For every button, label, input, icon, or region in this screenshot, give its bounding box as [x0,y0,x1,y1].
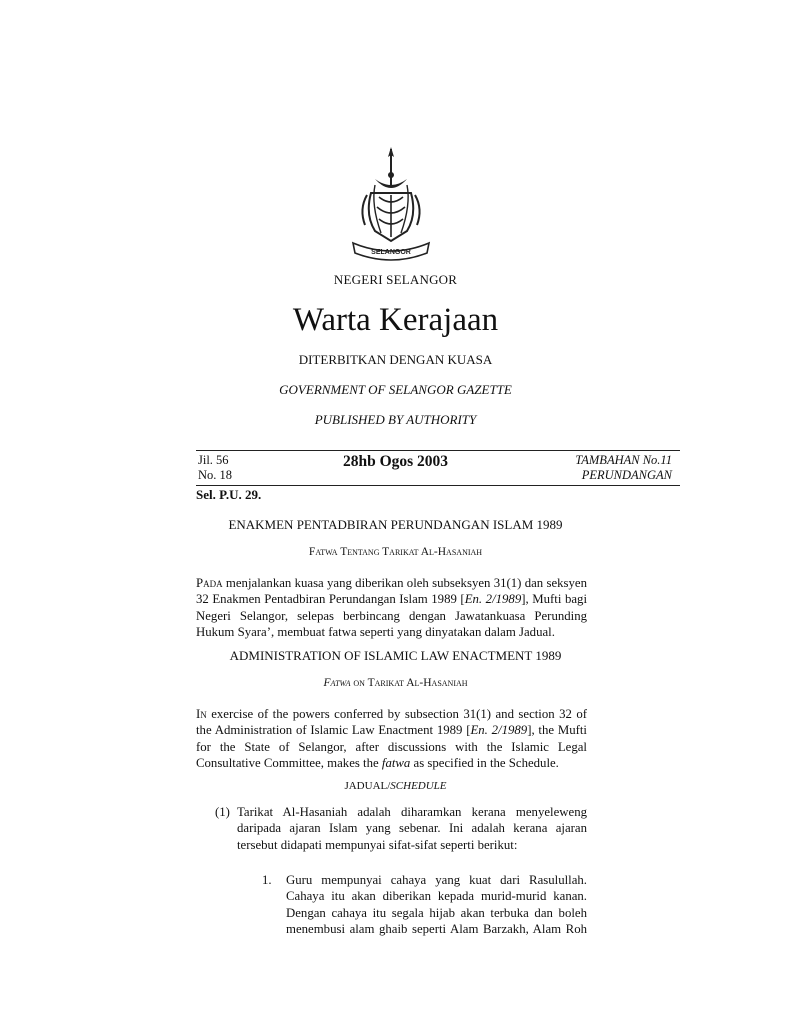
published-malay: DITERBITKAN DENGAN KUASA [298,352,493,367]
selangor-crest-icon [345,145,437,263]
malay-body-paragraph [196,575,587,640]
schedule-item-1-line-3: tersebut didapati mempunyai sifat-sifat seperti berikut: [237,837,518,852]
schedule-item-1-line-1: Tarikat Al-Hasaniah adalah diharamkan kerana menyeleweng [237,805,587,819]
schedule-item-1-line-2: daripada ajaran Islam yang sebenar. Ini adalah kerana ajaran [237,821,587,836]
category: PERUNDANGAN [581,468,672,482]
schedule-heading-malay: JADUAL/ [344,780,391,792]
header-rule-top [196,450,680,451]
malay-body-line-1: menjalankan kuasa yang diberikan oleh subseksyen 31(1) dan seksyen [225,576,588,590]
malay-after-citation: ], Mufti bagi [521,592,587,607]
english-body-line-3: for the State of Selangor, after discussions with the Islamic Legal [196,739,587,754]
english-fatwa-title [0,677,791,689]
english-body-paragraph [196,706,587,771]
malay-body-line-3: Negeri Selangor, selepas berbincang dengan Jawatankuasa Perunding [196,608,587,623]
issue-number: No. 18 [198,468,233,482]
malay-enactment-title: ENAKMEN PENTADBIRAN PERUNDANGAN ISLAM 1989 [228,517,563,532]
english-fatwa-word: Fatwa [323,677,351,689]
schedule-heading-english: SCHEDULE [390,780,447,792]
crest-banner-text: SELANGOR [371,249,411,256]
english-enactment-title: ADMINISTRATION OF ISLAMIC LAW ENACTMENT 1989 [229,648,562,663]
english-body-line-2a: the Administration of Islamic Law Enactment 1989 [ [196,723,471,738]
malay-body-lead: Pada [196,576,223,590]
supplement: TAMBAHAN No.11 [575,453,672,467]
published-english: PUBLISHED BY AUTHORITY [314,412,477,427]
malay-citation: En. 2/1989 [464,592,522,607]
state-name: NEGERI SELANGOR [333,272,458,287]
english-body-line-4b: as specified in the Schedule. [410,755,559,770]
issue-date: 28hb Ogos 2003 [342,453,449,470]
english-body-line-2b: ], the Mufti [527,723,587,738]
malay-body-line-4: Hukum Syara’, membuat fatwa seperti yang dinyatakan dalam Jadual. [196,624,555,639]
malay-fatwa-title: Fatwa Tentang Tarikat Al-Hasaniah [308,546,483,558]
header-rule-bottom [196,485,680,486]
schedule-item-1-number: (1) [215,805,230,819]
english-citation: En. 2/1989 [470,723,528,738]
schedule-subitem-1-line-4: menembusi alam ghaib seperti Alam Barzakh, Alam Roh [286,921,587,936]
gazette-title: Warta Kerajaan [292,302,499,338]
english-body-line-1: exercise of the powers conferred by subsection 31(1) and section 32 of [211,707,587,721]
schedule-subitem-1-number: 1. [262,873,272,887]
english-fatwa-rest: on Tarikat Al-Hasaniah [353,677,468,689]
malay-body-line-2: 32 Enakmen Pentadbiran Perundangan Islam 1989 [ [196,592,465,607]
schedule-subitem-1-line-2: Cahaya itu akan diberikan kepada murid-murid kanan. [286,889,587,904]
schedule-subitem-1-line-1: Guru mempunyai cahaya yang kuat dari Rasulullah. [286,873,587,887]
gazette-english: GOVERNMENT OF SELANGOR GAZETTE [279,382,512,397]
schedule-subitem-1-line-3: Dengan cahaya itu segala hijab akan terbuka dan boleh [286,905,587,920]
volume: Jil. 56 [198,453,229,467]
english-body-line-4a: Consultative Committee, makes the [196,755,382,770]
english-fatwa-inline: fatwa [381,755,411,770]
schedule-heading [0,780,791,792]
english-body-lead: In [196,707,207,721]
reference-number: Sel. P.U. 29. [196,487,262,502]
